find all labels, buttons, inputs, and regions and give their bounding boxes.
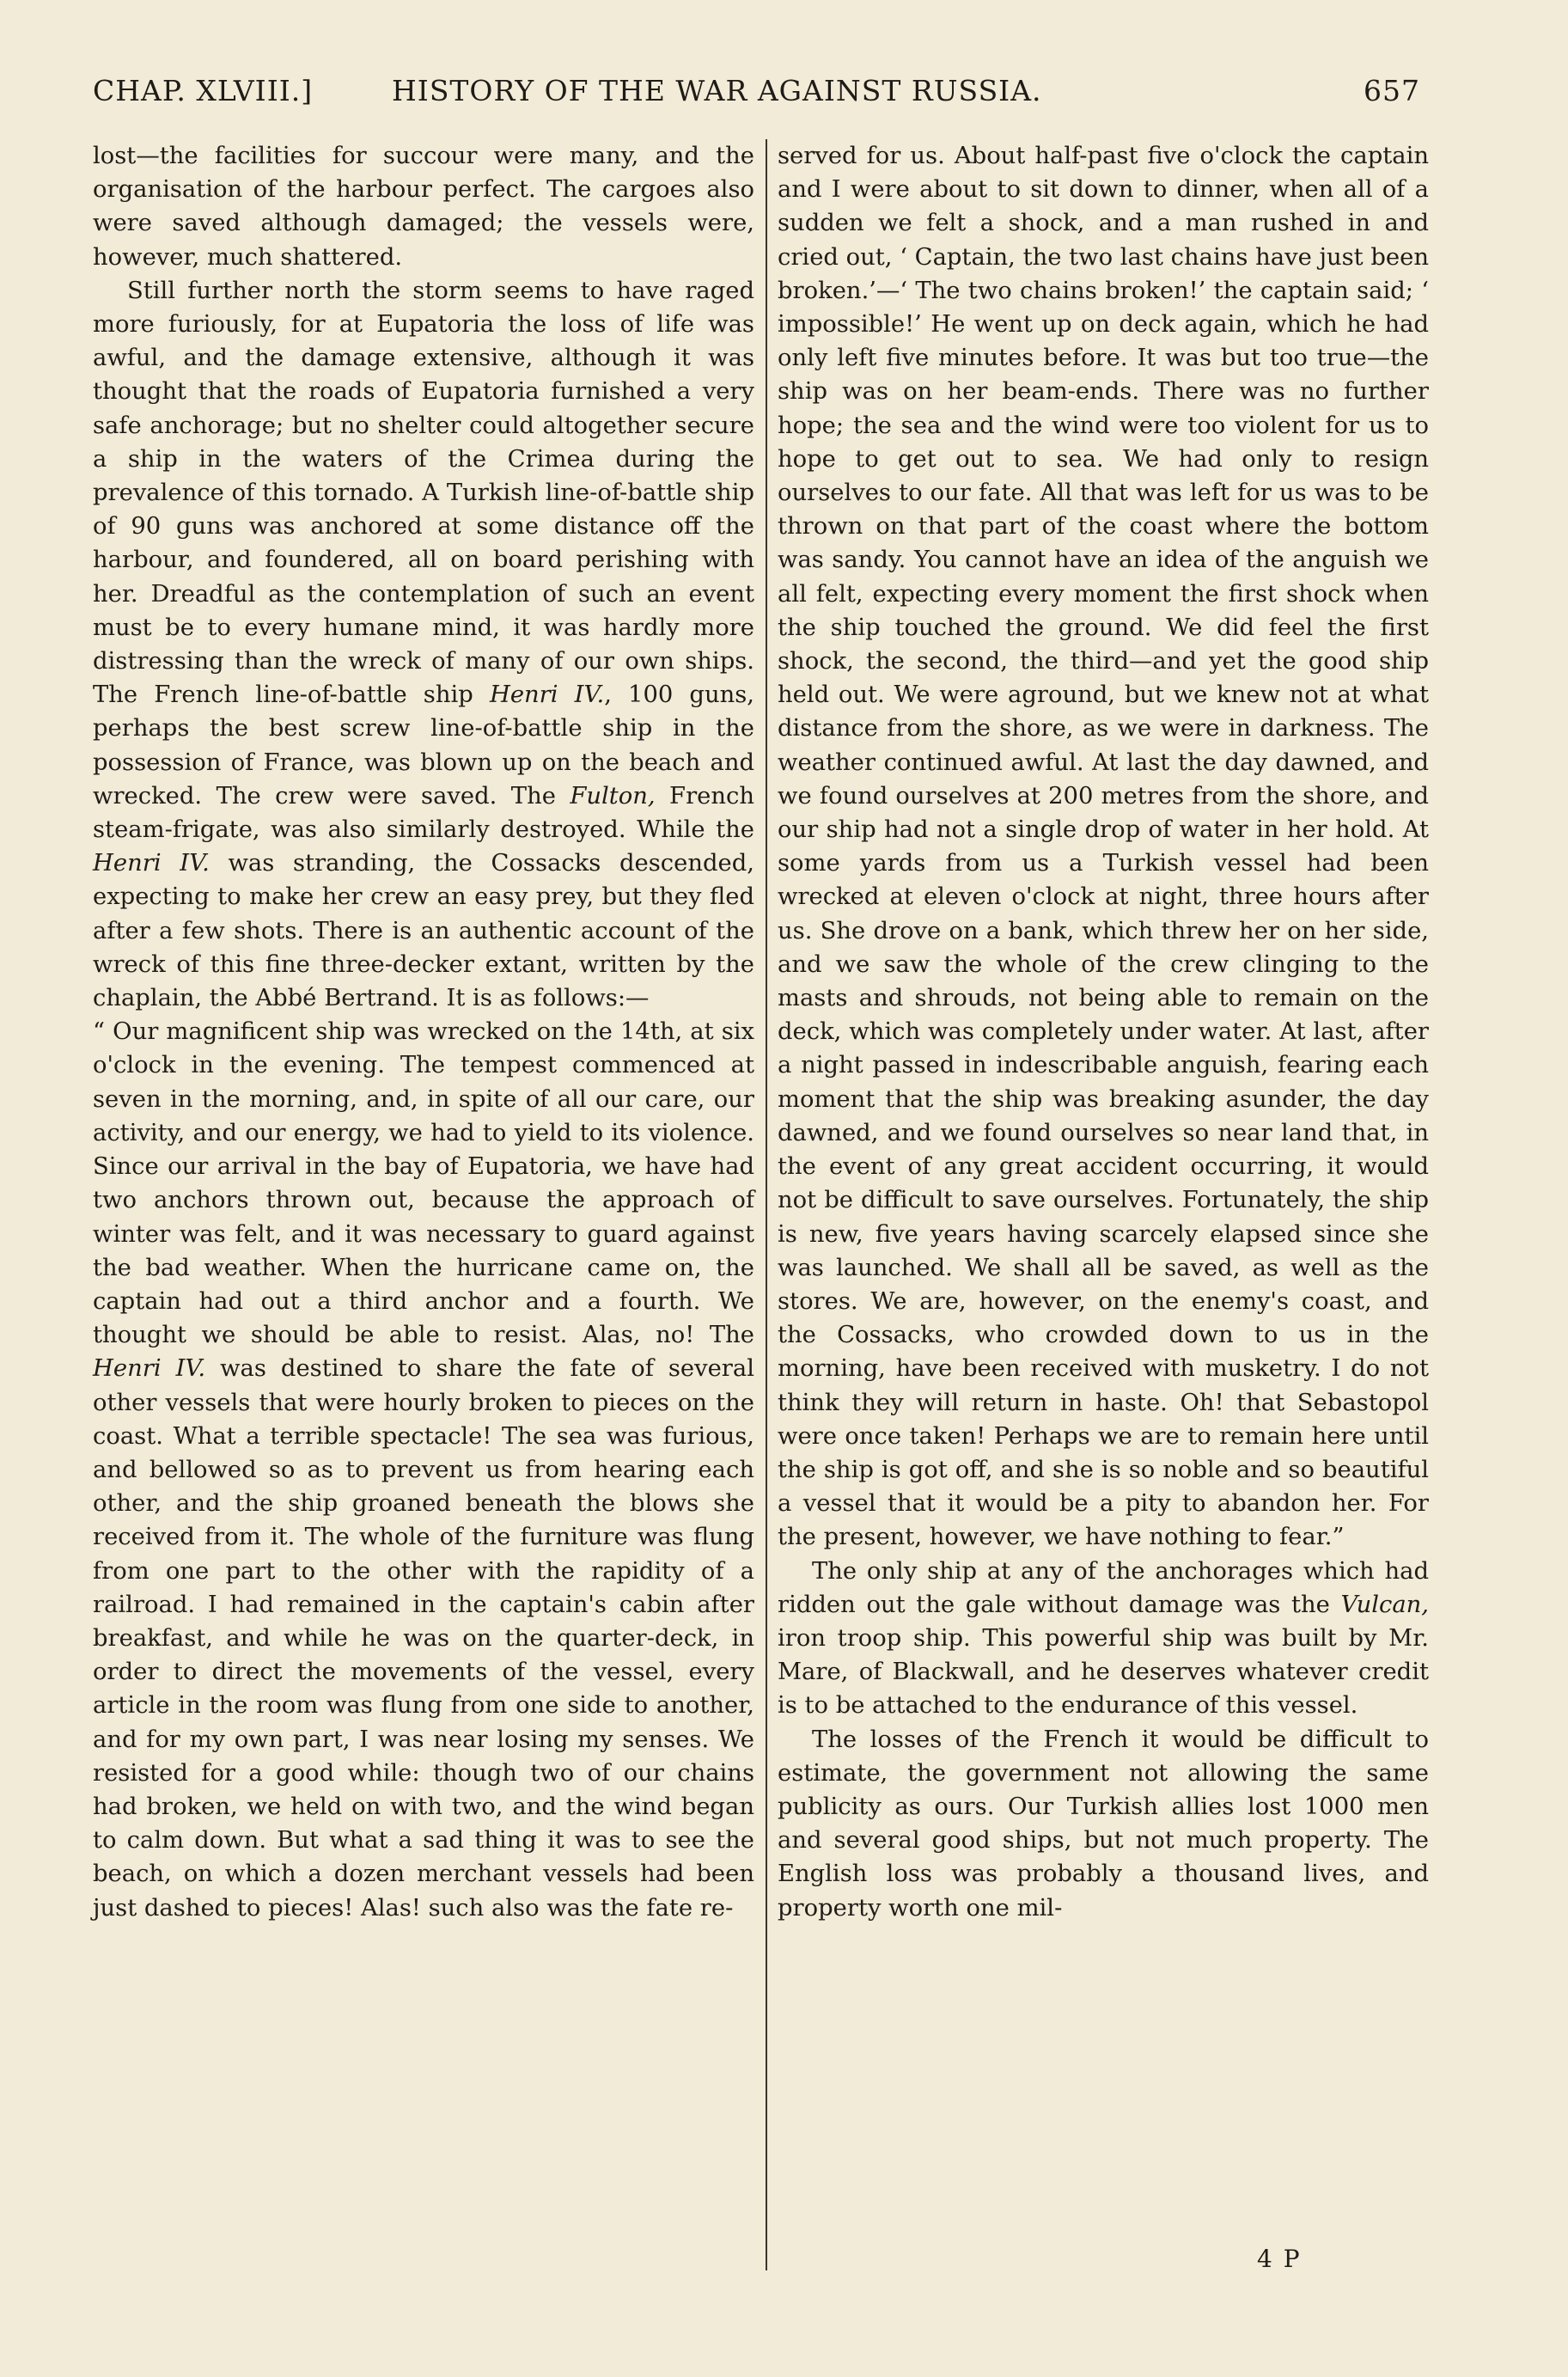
ship-name: Henri IV.	[489, 681, 605, 709]
ship-name: Henri IV.	[93, 1355, 206, 1383]
paragraph: The only ship at any of the anchorages which had ridden out the gale without damage was the Vulcan, iron troop ship. This powerful ship was built by Mr. Mare, of Blackwall, and he deserves whatever credit is to be attached to the endurance of this vessel.	[778, 1557, 1429, 1720]
book-title: HISTORY OF THE WAR AGAINST RUSSIA.	[392, 74, 1042, 107]
quoted-paragraph: “ Our magnificent ship was wrecked on the 14th, at six o'clock in the evening. The tempest commenced at seven in the morning, and, in spite of all our care, our activity, and our energy, we had to yield to its violence. Since our arrival in the bay of Eupatoria, we have had two anchors thrown out, because the approach of winter was felt, and it was necessary to guard against the bad weather. When the hurricane came on, the captain had out a third anchor and a fourth. We thought we should be able to resist. Alas, no! The Henri IV. was destined to share the fate of several other vessels that were hourly broken to pieces on the coast. What a terrible spectacle! The sea was furious, and bellowed so as to prevent us from hearing each other, and the ship groaned beneath the blows she received from it. The whole of the furniture was flung from one part to the other with the rapidity of a railroad. I had remained in the captain's cabin after breakfast, and while he was on the quarter-deck, in order to direct the movements of the vessel, every article in the room was flung from one side to another, and for my own part, I was near losing my senses. We resisted for a good while: though two of our chains had broken, we held on with two, and the wind began to calm down. But what a sad thing it was to see the beach, on which a dozen merchant vessels had been just dashed to pieces! Alas! such also was the fate re-	[93, 1018, 754, 1922]
paragraph: Still further north the storm seems to have raged more furiously, for at Eupatoria the loss of life was awful, and the damage extensive, although it was thought that the roads of Eupatoria furnished a very safe anchorage; but no shelter could altogether secure a ship in the waters of the Crimea during the prevalence of this tornado. A Turkish line-of-battle ship of 90 guns was anchored at some distance off the harbour, and foundered, all on board perishing with her. Dreadful as the contemplation of such an event must be to every humane mind, it was hardly more distressing than the wreck of many of our own ships. The French line-of-battle ship Henri IV., 100 guns, perhaps the best screw line-of-battle ship in the possession of France, was blown up on the beach and wrecked. The crew were saved. The Fulton, French steam-frigate, was also similarly destroyed. While the Henri IV. was stranding, the Cossacks descended, expecting to make her crew an easy prey, but they fled after a few shots. There is an authentic account of the wreck of this fine three-decker extant, written by the chaplain, the Abbé Bertrand. It is as follows:—	[93, 277, 755, 1012]
signature-mark: 4 P	[1257, 2245, 1302, 2273]
right-column	[778, 139, 1429, 1925]
ship-name: Fulton,	[570, 782, 656, 810]
column-divider	[766, 139, 767, 2270]
left-column	[93, 139, 754, 1925]
page-number: 657	[1364, 74, 1420, 107]
ship-name: Vulcan,	[1340, 1591, 1429, 1618]
paragraph: lost—the facilities for succour were many, and the organisation of the harbour perfect. The cargoes also were saved although damaged; the vessels were, however, much shattered.	[93, 143, 754, 271]
running-header	[93, 74, 1420, 112]
paragraph: The losses of the French it would be difficult to estimate, the government not allowing the same publicity as ours. Our Turkish allies lost 1000 men and several good ships, but not much property. The English loss was probably a thousand lives, and property worth one mil-	[778, 1726, 1429, 1922]
ship-name: Henri IV.	[93, 850, 210, 877]
quoted-paragraph: served for us. About half-past five o'clock the captain and I were about to sit down to dinner, when all of a sudden we felt a shock, and a man rushed in and cried out, ‘ Captain, the two last chains have just been broken.’—‘ The two chains broken!’ the captain said; ‘ impossible!’ He went up on deck again, which he had only left five minutes before. It was but too true—the ship was on her beam-ends. There was no further hope; the sea and the wind were too violent for us to hope to get out to sea. We had only to resign ourselves to our fate. All that was left for us was to be thrown on that part of the coast where the bottom was sandy. You cannot have an idea of the anguish we all felt, expecting every moment the first shock when the ship touched the ground. We did feel the first shock, the second, the third—and yet the good ship held out. We were aground, but we knew not at what distance from the shore, as we were in darkness. The weather continued awful. At last the day dawned, and we found ourselves at 200 metres from the shore, and our ship had not a single drop of water in her hold. At some yards from us a Turkish vessel had been wrecked at eleven o'clock at night, three hours after us. She drove on a bank, which threw her on her side, and we saw the whole of the crew clinging to the masts and shrouds, not being able to remain on the deck, which was completely under water. At last, after a night passed in indescribable anguish, fearing each moment that the ship was breaking asunder, the day dawned, and we found ourselves so near land that, in the event of any great accident occurring, it would not be difficult to save ourselves. Fortunately, the ship is new, five years having scarcely elapsed since she was launched. We shall all be saved, as well as the stores. We are, however, on the enemy's coast, and the Cossacks, who crowded down to us in the morning, have been received with musketry. I do not think they will return in haste. Oh! that Sebastopol were once taken! Perhaps we are to remain here until the ship is got off, and she is so noble and so beautiful a vessel that it would be a pity to abandon her. For the present, however, we have nothing to fear.”	[778, 143, 1429, 1551]
chapter-label: CHAP. XLVIII.]	[93, 74, 314, 107]
